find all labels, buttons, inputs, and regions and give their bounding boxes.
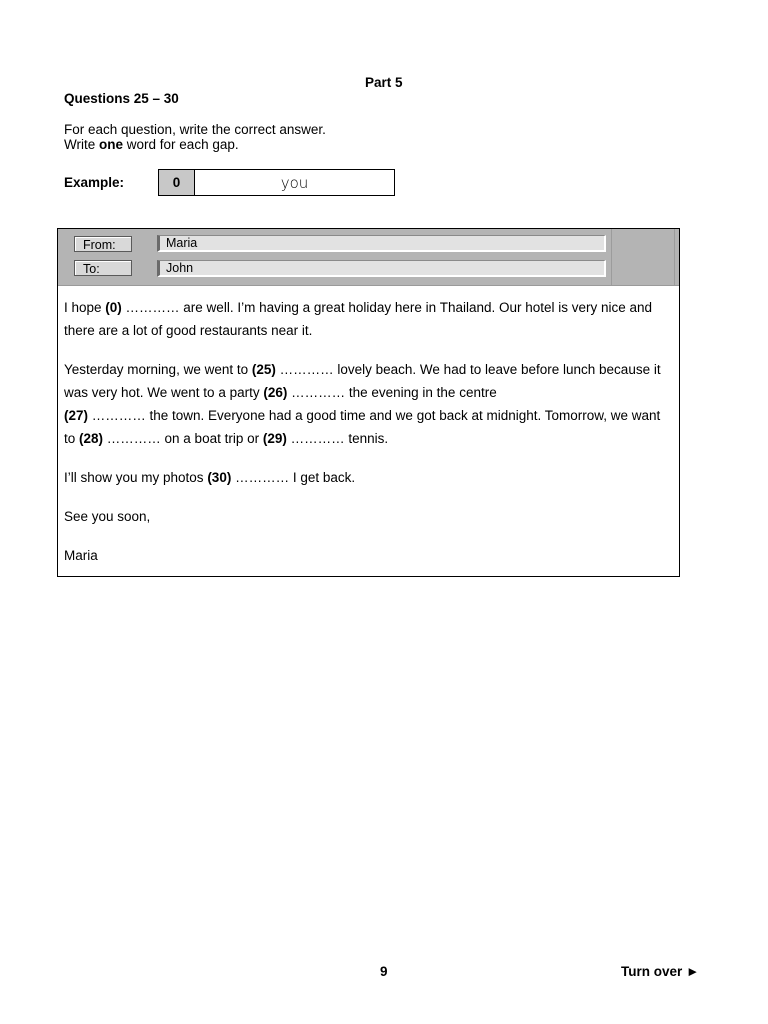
gap-27: (27) — [64, 408, 89, 423]
text: I hope — [64, 300, 106, 315]
from-field: Maria — [157, 235, 606, 252]
paragraph-3 — [64, 466, 673, 489]
signature: Maria — [64, 548, 98, 563]
questions-heading: Questions 25 – 30 — [64, 91, 179, 106]
to-label: To: — [74, 260, 132, 276]
instruction-text: word for each gap. — [123, 137, 239, 152]
text: ………… are well. I’m having a great holiday here in Thailand. Our hotel is very nice and there are a lot of good restaurants near it. — [64, 300, 653, 338]
gap-28: (28) — [79, 431, 104, 446]
text: ………… on a boat trip or — [103, 431, 263, 446]
text: ………… tennis. — [286, 431, 389, 446]
page-number: 9 — [380, 964, 388, 979]
header-divider — [674, 229, 675, 285]
from-label: From: — [74, 236, 132, 252]
gap-25: (25) — [251, 362, 276, 377]
example-answer: you — [280, 173, 309, 192]
paragraph-2 — [64, 358, 673, 450]
part-title: Part 5 — [365, 75, 403, 90]
example-number: 0 — [159, 170, 195, 195]
instructions — [64, 122, 326, 152]
paragraph-1 — [64, 296, 673, 342]
text: I’ll show you my photos — [64, 470, 208, 485]
closing: See you soon, — [64, 509, 151, 524]
turn-over-label: Turn over ► — [621, 964, 700, 979]
text: ………… the evening in the centre — [287, 385, 497, 400]
instruction-emphasis: one — [99, 137, 124, 152]
gap-29: (29) — [262, 431, 287, 446]
gap-0: (0) — [105, 300, 122, 315]
text: ………… I get back. — [231, 470, 356, 485]
text: ………… lovely beach. We had to leave before lunch because it was very hot. We went to a party — [64, 362, 661, 400]
instruction-line-1: For each question, write the correct answer. — [64, 122, 326, 137]
gap-26: (26) — [263, 385, 288, 400]
instruction-line-2 — [64, 137, 326, 152]
to-field: John — [157, 260, 606, 277]
header-divider — [611, 229, 612, 285]
example-label: Example: — [64, 175, 125, 190]
email-body — [58, 286, 679, 567]
email-window — [57, 228, 680, 577]
text: Yesterday morning, we went to — [64, 362, 252, 377]
text: ………… the town. Everyone had a good time and we got back at midnight. Tomorrow, we want to — [64, 408, 661, 446]
gap-30: (30) — [207, 470, 232, 485]
example-box — [158, 169, 395, 196]
instruction-text: Write — [64, 137, 100, 152]
email-header — [58, 229, 679, 286]
